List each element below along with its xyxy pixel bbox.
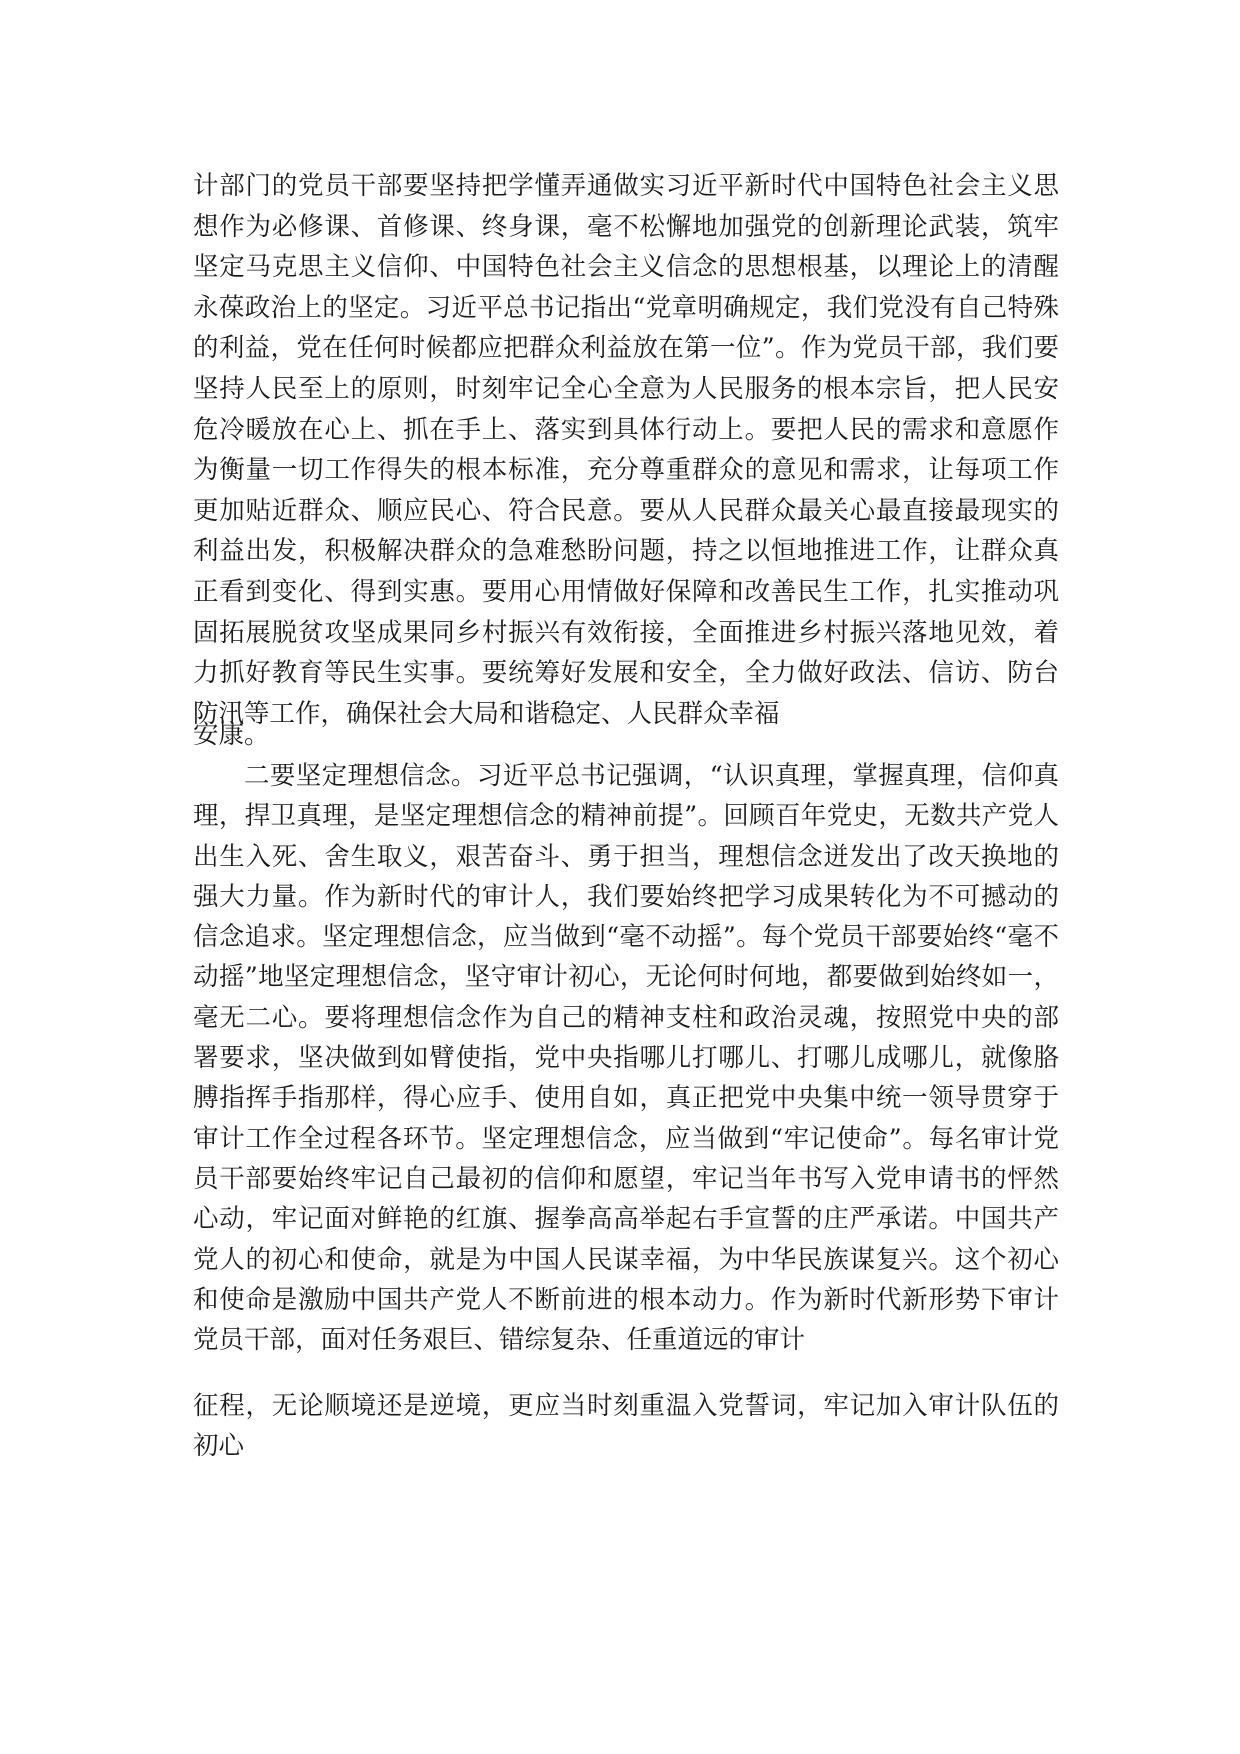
paragraph-1-last-line: 安康。 xyxy=(193,720,270,750)
paragraph-1-body: 计部门的党员干部要坚持把学懂弄通做实习近平新时代中国特色社会主义思想作为必修课、首修课、终身课，毫不松懈地加强党的创新理论武装，筑牢坚定马克思主义信仰、中国特色社会主义信念的思想根基，以理论上的清醒永葆政治上的坚定。习近平总书记指出“党章明确规定，我们党没有自己特殊的利益，党在任何时候都应把群众利益放在第一位”。作为党员干部，我们要坚持人民至上的原则，时刻牢记全心全意为人民服务的根本宗旨，把人民安危冷暖放在心上、抓在手上、落实到具体行动上。要把人民的需求和意愿作为衡量一切工作得失的根本标准，充分尊重群众的意见和需求，让每项工作更加贴近群众、顺应民心、符合民意。要从人民群众最关心最直接最现实的利益出发，积极解决群众的急难愁盼问题，持之以恒地推进工作，让群众真正看到变化、得到实惠。要用心用情做好保障和改善民生工作，扎实推动巩固拓展脱贫攻坚成果同乡村振兴有效衔接，全面推进乡村振兴落地见效，着力抓好教育等民生实事。要统筹好发展和安全，全力做好政法、信访、防台防汛等工作，确保社会大局和谐稳定、人民群众幸福 xyxy=(193,171,1059,729)
paragraph-2-body: 二要坚定理想信念。习近平总书记强调，“认识真理，掌握真理，信仰真理，捍卫真理，是坚定理想信念的精神前提”。回顾百年党史，无数共产党人出生入死、舍生取义，艰苦奋斗、勇于担当，理想信念迸发出了改天换地的强大力量。作为新时代的审计人，我们要始终把学习成果转化为不可撼动的信念追求。坚定理想信念，应当做到“毫不动摇”。每个党员干部要始终“毫不动摇”地坚定理想信念，坚守审计初心，无论何时何地，都要做到始终如一，毫无二心。要将理想信念作为自己的精神支柱和政治灵魂，按照党中央的部署要求，坚决做到如臂使指，党中央指哪儿打哪儿、打哪儿成哪儿，就像胳膊指挥手指那样，得心应手、使用自如，真正把党中央集中统一领导贯穿于审计工作全过程各环节。坚定理想信念，应当做到“牢记使命”。每名审计党员干部要始终牢记自己最初的信仰和愿望，牢记当年书写入党申请书的怦然心动，牢记面对鲜艳的红旗、握拳高高举起右手宣誓的庄严承诺。中国共产党人的初心和使命，就是为中国人民谋幸福，为中华民族谋复兴。这个初心和使命是激励中国共产党人不断前进的根本动力。作为新时代新形势下审计党员干部，面对任务艰巨、错综复杂、任重道远的审计 xyxy=(193,761,1059,1356)
paragraph-2-last-line: 征程，无论顺境还是逆境，更应当时刻重温入党誓词，牢记加入审计队伍的初心 xyxy=(193,1391,1059,1461)
